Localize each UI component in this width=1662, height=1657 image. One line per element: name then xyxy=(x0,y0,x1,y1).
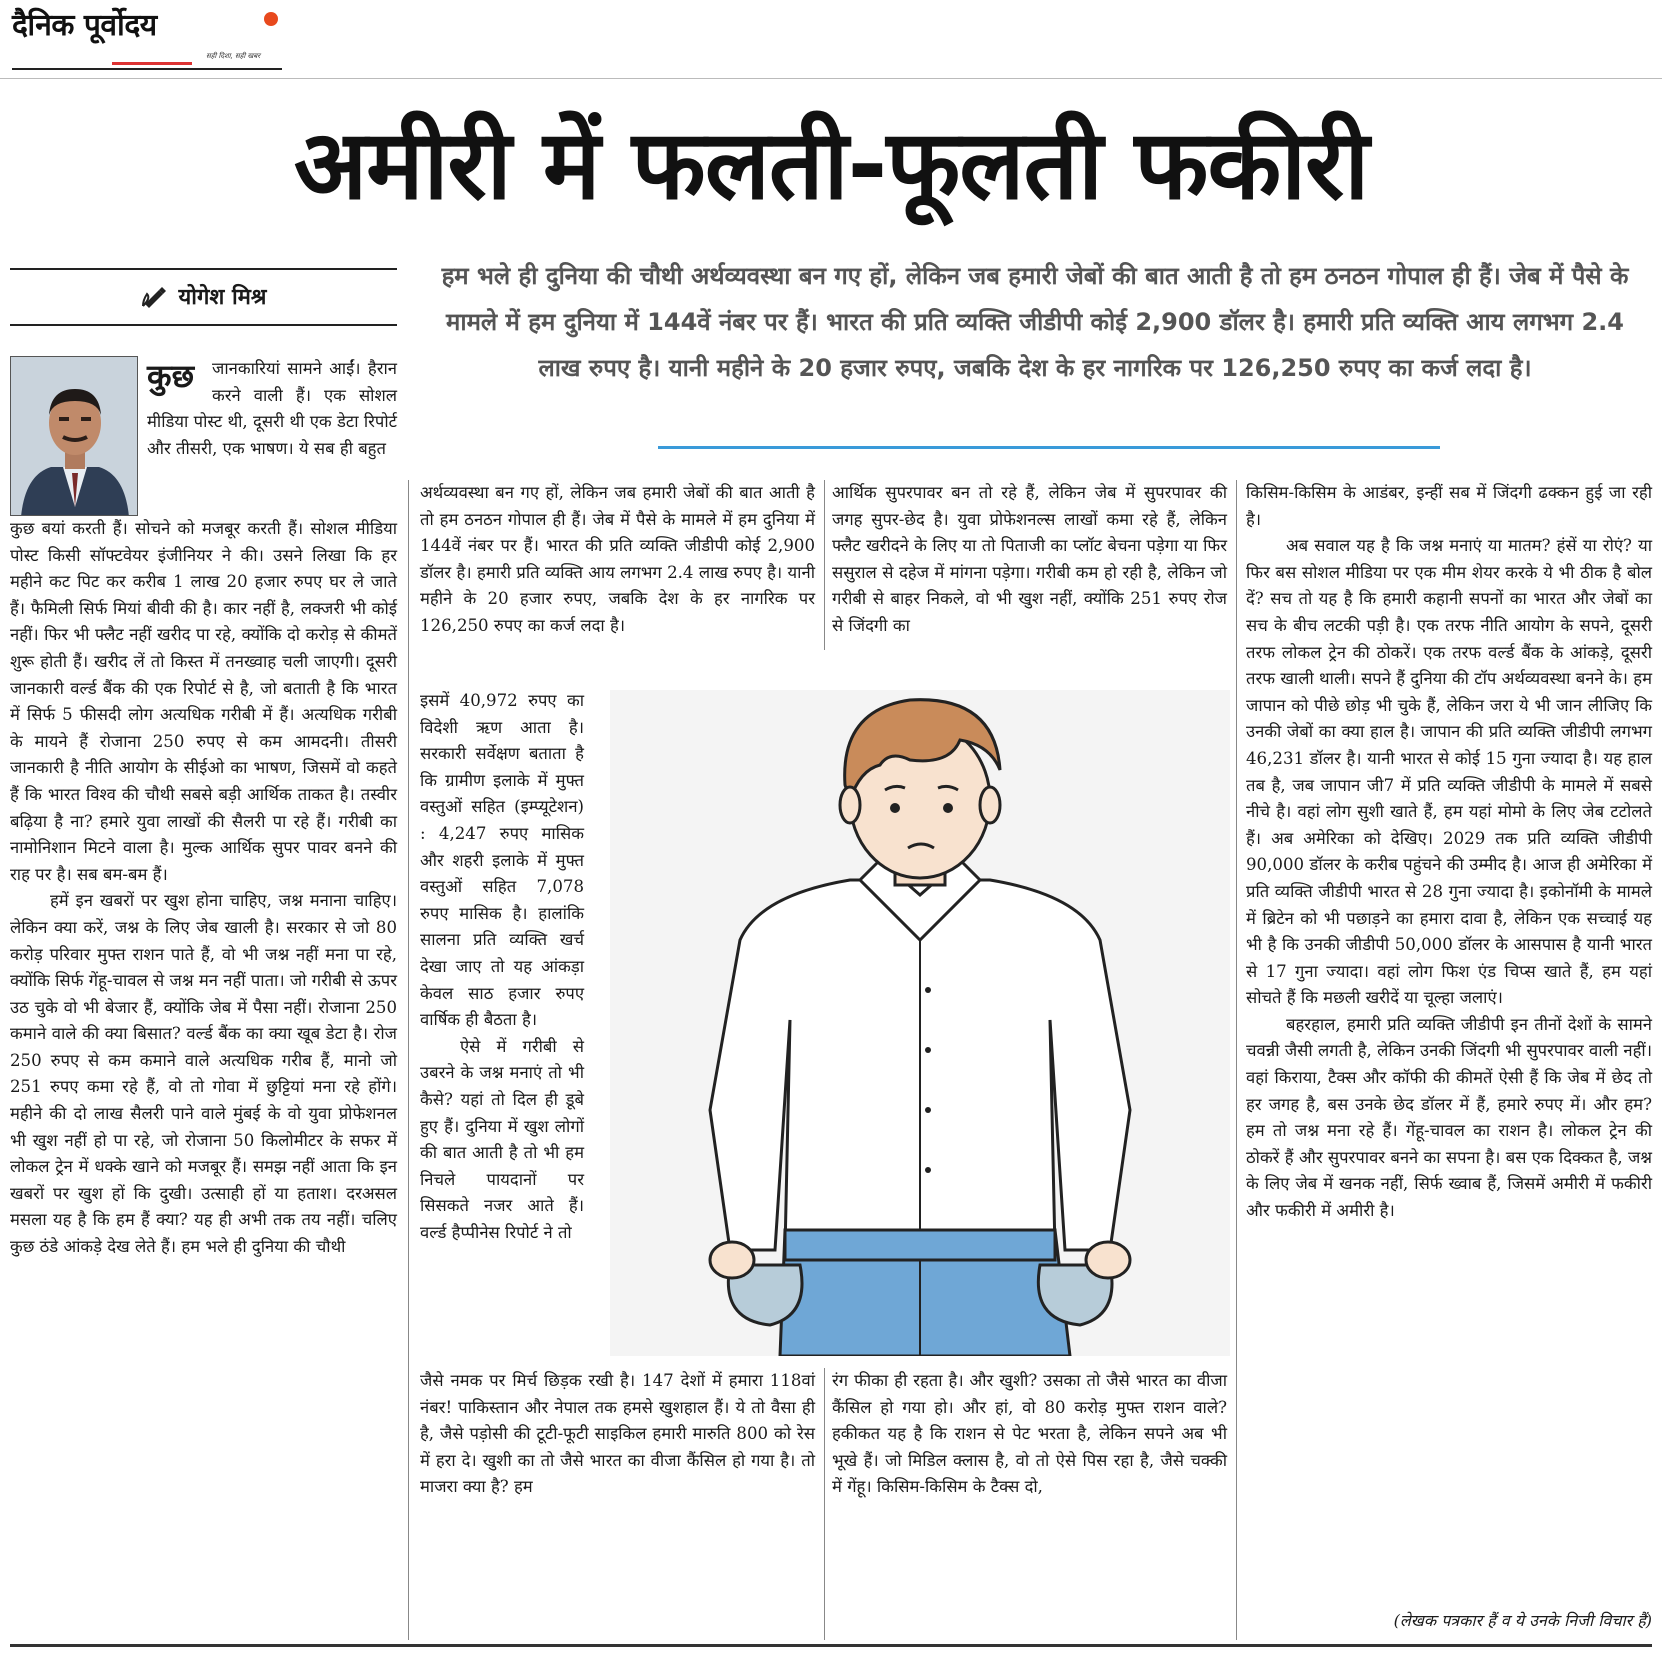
author-disclaimer: (लेखक पत्रकार हैं व ये उनके निजी विचार हैं) xyxy=(1393,1611,1652,1630)
column-separator xyxy=(408,480,409,1640)
masthead-logo-dot-icon xyxy=(264,12,278,26)
illustration-empty-pockets xyxy=(610,690,1230,1356)
byline-bottom-rule xyxy=(10,324,397,326)
article-paragraph: अर्थव्यवस्था बन गए हों, लेकिन जब हमारी जेबों की बात आती है तो हम ठनठन गोपाल ही हैं। जेब में पैसे के मामले में हम दुनिया में 144वें नंबर पर हैं। भारत की प्रति व्यक्ति जीडीपी कोई 2,900 डॉलर है। हमारी प्रति व्यक्ति आय लगभग 2.4 लाख रुपए है। यानी महीने के 20 हजार रुपए, जबकि देश के हर नागरिक पर 126,250 रुपए का कर्ज लदा है। xyxy=(420,483,815,635)
article-column-4 xyxy=(1246,480,1652,1225)
top-divider xyxy=(0,78,1662,79)
dropcap: कुछ xyxy=(147,357,195,395)
article-paragraph: हमें इन खबरों पर खुश होना चाहिए, जश्न मनाना चाहिए। लेकिन क्या करें, जश्न के लिए जेब खाली है। सरकार से जो 80 करोड़ परिवार मुफ्त राशन पाते हैं, वो भी जश्न नहीं मना पा रहे, क्योंकि सिर्फ गेंहू-चावल से जश्न मन नहीं पाता। जो गरीबी से ऊपर उठ चुके वो भी बेजार हैं, क्योंकि जेब में पैसा नहीं। रोजाना 250 कमाने वाले की क्या बिसात? वर्ल्ड बैंक का क्या खूब डेटा है। रोज 250 रुपए से कम कमाने वाले अत्यधिक गरीब हैं, मानो जो 251 रुपए कमा रहे हैं, वो तो गोवा में छुट्टियां मना रहे होंगे। महीने की दो लाख सैलरी पाने वाले मुंबई के वो युवा प्रोफेशनल भी खुश नहीं हो पा रहे, जो रोजाना 50 किलोमीटर के सफर में लोकल ट्रेन में धक्के खाने को मजबूर हैं। समझ नहीं आता कि इन खबरों पर खुश हों कि दुखी। उत्साही हों या हताश। दरअसल मसला यह है कि हम हैं क्या? यह ही अभी तक तय नहीं। चलिए कुछ ठंडे आंकड़े देख लेते हैं। हम भले ही दुनिया की चौथी xyxy=(10,891,397,1257)
byline-top-rule xyxy=(10,268,397,270)
article-paragraph: ऐसे में गरीबी से उबरने के जश्न मनाएं तो भी कैसे? यहां तो दिल ही डूबे हुए हैं। दुनिया में खुश लोगों की बात आती है तो भी हम निचले पायदानों पर सिसकते नजर आते हैं। वर्ल्ड हैप्पीनेस रिपोर्ट ने तो xyxy=(420,1036,584,1242)
article-column-1 xyxy=(10,516,397,1261)
article-paragraph: बहरहाल, हमारी प्रति व्यक्ति जीडीपी इन तीनों देशों के सामने चवन्नी जैसी लगती है, लेकिन उनकी जिंदगी भी सुपरपावर वाली नहीं। वहां किराया, टैक्स और कॉफी की कीमतें ऐसी हैं कि जेब में छेद तो हर जगह है, बस उनके छेद डॉलर में हैं, हमारे रुपए में। और हम? हम तो जश्न मना रहे हैं। गेंहू-चावल का राशन है। लोकल ट्रेन की ठोकरें हैं और सुपरपावर बनने का सपना है। बस एक दिक्कत है, जश्न के लिए जेब में खनक नहीं, सिर्फ ख्वाब हैं, जिसमें अमीरी में फकीरी और फकीरी में अमीरी है। xyxy=(1246,1014,1652,1221)
article-paragraph: रंग फीका ही रहता है। और खुशी? उसका तो जैसे भारत का वीजा कैंसिल हो गया हो। और हां, वो 80 करोड़ मुफ्त राशन वाले? हकीकत यह है कि राशन से पेट भरता है, लेकिन सपने अब भी भूखे हैं। जो मिडिल क्लास है, वो तो ऐसे पिस रहा है, जैसे चक्की में गेंहू। किसिम-किसिम के टैक्स दो, xyxy=(832,1371,1227,1497)
masthead-red-bar xyxy=(112,62,192,65)
author-portrait-icon xyxy=(11,357,138,516)
article-column-1-top xyxy=(147,356,397,462)
article-paragraph: इसमें 40,972 रुपए का विदेशी ऋण आता है। सरकारी सर्वेक्षण बताता है कि ग्रामीण इलाके में मुफ्त वस्तुओं सहित (इम्प्यूटेशन) : 4,247 रुपए मासिक और शहरी इलाके में मुफ्त वस्तुओं सहित 7,078 रुपए मासिक है। हालांकि सालना प्रति व्यक्ति खर्च देखा जाए तो यह आंकड़ा केवल साठ हजार रुपए वार्षिक ही बैठता है। xyxy=(420,691,584,1030)
author-name: योगेश मिश्र xyxy=(178,285,267,310)
pen-icon xyxy=(141,284,169,308)
article-column-3-bottom xyxy=(832,1368,1227,1501)
article-column-2-top xyxy=(420,480,815,640)
standfirst-rule xyxy=(658,446,1440,449)
article-paragraph: अब सवाल यह है कि जश्न मनाएं या मातम? हंसें या रोएं? या फिर बस सोशल मीडिया पर एक मीम शेयर करके ये भी ठीक है बोल दें? सच तो यह है कि हमारी कहानी सपनों का भारत और जेबों का सच के बीच लटकी पड़ी है। एक तरफ नीति आयोग के सपने, दूसरी तरफ लोकल ट्रेन की ठोकरें। एक तरफ वर्ल्ड बैंक के आंकड़े, दूसरी तरफ खाली थाली। सपने हैं दुनिया की टॉप अर्थव्यवस्था बनने के। हम जापान को पीछे छोड़ भी चुके हैं, लेकिन जरा ये भी जान लीजिए कि उनकी जेबों का क्या हाल है। जापान की प्रति व्यक्ति जीडीपी लगभग 46,231 डॉलर है। यानी भारत से कोई 15 गुना ज्यादा है। यह हाल तब है, जब जापान जी7 में प्रति व्यक्ति जीडीपी के मामले में सबसे नीचे है। वहां लोग सुशी खाते हैं, हम यहां मोमो के लिए जेब टटोलते हैं। अब अमेरिका को देखिए। 2029 तक प्रति व्यक्ति जीडीपी 90,000 डॉलर के करीब पहुंचने की उम्मीद है। आज ही अमेरिका में प्रति व्यक्ति जीडीपी भारत से 28 गुना ज्यादा है। इकोनॉमी के मामले में ब्रिटेन को भी पछाड़ने का हमारा दावा है, लेकिन एक सच्चाई यह भी है कि उनकी जीडीपी 50,000 डॉलर के आसपास है यानी भारत से 17 गुना ज्यादा। वहां लोग फिश एंड चिप्स खाते हैं, हम यहां सोचते हैं कि मछली खरीदें या चूल्हा जलाएं। xyxy=(1246,536,1652,1008)
empty-pockets-man-icon xyxy=(610,690,1230,1356)
column-separator xyxy=(824,480,825,650)
bottom-rule xyxy=(10,1644,1652,1647)
masthead-tagline: सही दिशा, सही खबर xyxy=(206,52,261,60)
article-paragraph: जैसे नमक पर मिर्च छिड़क रखी है। 147 देशों में हमारा 118वां नंबर! पाकिस्तान और नेपाल तक हमसे खुशहाल हैं। ये तो वैसा ही है, जैसे पड़ोसी की टूटी-फूटी साइकिल हमारी मारुति 800 को रेस में हरा दे। खुशी का तो जैसे भारत का वीजा कैंसिल हो गया है। तो माजरा क्या है? हम xyxy=(420,1371,815,1497)
article-column-2-side xyxy=(420,688,584,1246)
masthead xyxy=(12,6,282,72)
page-title: अमीरी में फलती-फूलती फकीरी xyxy=(293,109,1369,221)
column-separator xyxy=(824,1368,825,1640)
article-column-3-top xyxy=(832,480,1227,640)
article-paragraph: कुछ बयां करती हैं। सोचने को मजबूर करती हैं। सोशल मीडिया पोस्ट किसी सॉफ्टवेयर इंजीनियर ने की। उसने लिखा कि हर महीने कट पिट कर करीब 1 लाख 20 हजार रुपए घर ले जाते हैं। फैमिली सिर्फ मियां बीवी की है। कार नहीं है, लक्जरी भी कोई नहीं। फिर भी फ्लैट नहीं खरीद पा रहे, क्योंकि दो करोड़ से कीमतें शुरू होती हैं। खरीद लें तो किस्त में तनख्वाह चली जाएगी। दूसरी जानकारी वर्ल्ड बैंक की एक रिपोर्ट से है, जो बताती है कि भारत में सिर्फ 5 फीसदी लोग अत्यधिक गरीबी में हैं। अत्यधिक गरीबी के मायने हैं रोजाना 250 रुपए से कम आमदनी। तीसरी जानकारी है नीति आयोग के सीईओ का भाषण, जिसमें वो कहते हैं कि भारत विश्व की चौथी सबसे बड़ी आर्थिक ताकत है। तस्वीर बढ़िया है ना? हमारे युवा लाखों की सैलरी पा रहे हैं। गरीबी का नामोनिशान मिटने वाला है। मुल्क आर्थिक सुपर पावर बनने की राह पर है। सब बम-बम हैं। xyxy=(10,519,397,884)
article-paragraph: किसिम-किसिम के आडंबर, इन्हीं सब में जिंदगी ढक्कन हुई जा रही है। xyxy=(1246,483,1652,529)
standfirst: हम भले ही दुनिया की चौथी अर्थव्यवस्था बन गए हों, लेकिन जब हमारी जेबों की बात आती है तो हम ठनठन गोपाल ही हैं। जेब में पैसे के मामले में हम दुनिया में 144वें नंबर पर हैं। भारत की प्रति व्यक्ति जीडीपी कोई 2,900 डॉलर है। हमारी प्रति व्यक्ति आय लगभग 2.4 लाख रुपए है। यानी महीने के 20 हजार रुपए, जबकि देश के हर नागरिक पर 126,250 रुपए का कर्ज लदा है। xyxy=(441,262,1629,382)
author-photo xyxy=(10,356,138,516)
masthead-rule xyxy=(12,68,282,70)
article-column-2-bottom xyxy=(420,1368,815,1501)
article-paragraph: आर्थिक सुपरपावर बन तो रहे हैं, लेकिन जेब में सुपरपावर की जगह सुपर-छेद है। युवा प्रोफेशनल्स लाखों कमा रहे हैं, लेकिन फ्लैट खरीदने के लिए या तो पिताजी का प्लॉट बेचना पड़ेगा या फिर ससुराल से दहेज में मांगना पड़ेगा। गरीबी कम हो रही है, लेकिन जो गरीबी से बाहर निकले, वो भी खुश नहीं, क्योंकि 251 रुपए रोज से जिंदगी का xyxy=(832,483,1227,635)
column-separator xyxy=(1236,480,1237,1640)
masthead-title: दैनिक पूर्वोदय xyxy=(12,8,157,43)
byline xyxy=(10,278,397,314)
article-col1-intro: जानकारियां सामने आईं। हैरान करने वाली हैं। एक सोशल मीडिया पोस्ट थी, दूसरी थी एक डेटा रिपोर्ट और तीसरी, एक भाषण। ये सब ही बहुत xyxy=(147,359,397,458)
